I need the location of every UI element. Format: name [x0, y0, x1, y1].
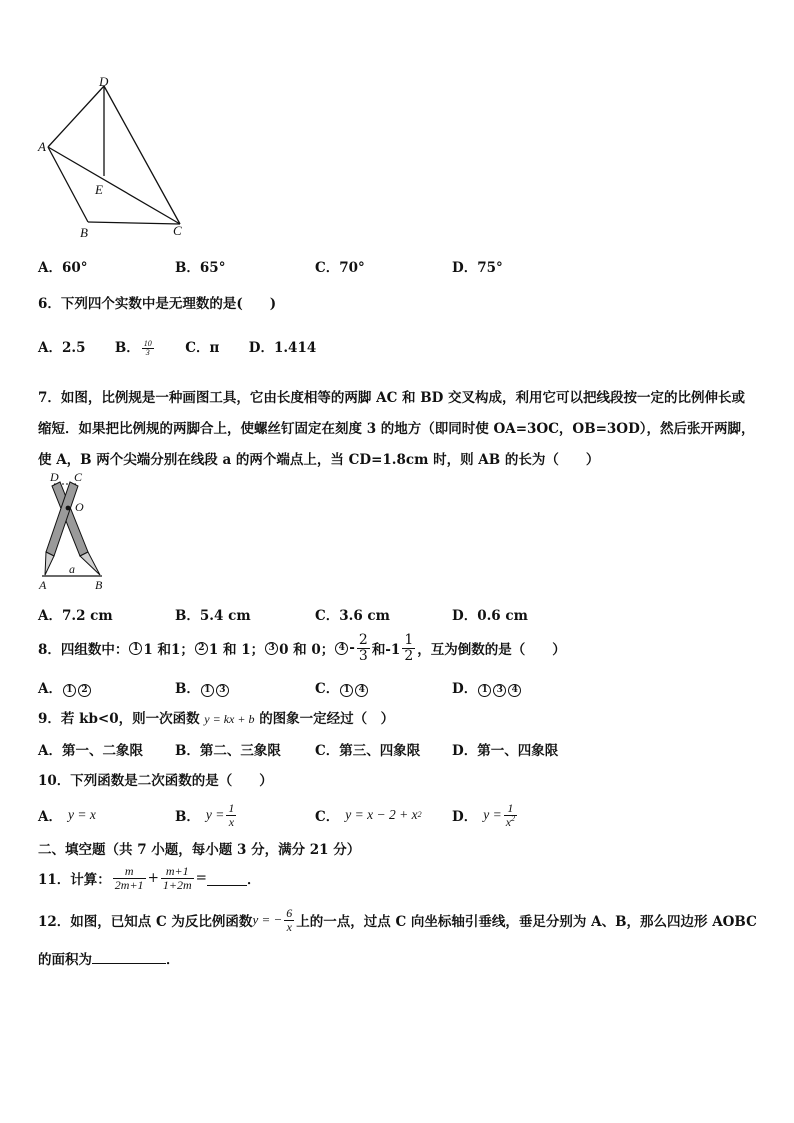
quadrilateral-figure: [30, 72, 200, 247]
q5-option-d[interactable]: D．75°: [452, 260, 503, 276]
q8-option-a[interactable]: A． 1 2: [38, 677, 92, 697]
q6-option-b[interactable]: B．: [114, 340, 140, 356]
compass-label-segment-a: a: [69, 562, 75, 576]
q6-option-d[interactable]: D．1.414: [248, 340, 317, 356]
compass-label-o: O: [75, 500, 84, 514]
q9-option-d[interactable]: D．第一、四象限: [452, 743, 559, 759]
q7-option-b[interactable]: B．5.4 cm: [175, 608, 251, 624]
compass-label-d: D: [50, 470, 59, 484]
q9-option-c[interactable]: C．第三、四象限: [315, 743, 421, 759]
compass-label-c: C: [74, 470, 83, 484]
q10-stem: 10．下列函数是二次函数的是（ ）: [38, 773, 273, 789]
q12-stem-line1: 12．如图，已知点 C 为反比例函数 y = − $\frac{6}{x}$ 上的一点，过点 C 向坐标轴引垂线，垂足分别为 A、B，那么四边形 AOBC: [38, 905, 757, 934]
q9-stem: 9．若 kb<0，则一次函数 y = kx + b 的图象一定经过（ ）: [38, 711, 395, 727]
q6-option-c[interactable]: C．π: [185, 340, 220, 356]
q8-option-c[interactable]: C． 1 4: [315, 677, 369, 697]
q7-stem-line3: 使 A，B 两个尖端分别在线段 a 的两个端点上，当 CD=1.8cm 时，则 AB 的长为（ ）: [38, 452, 600, 468]
q6-options: [38, 336, 316, 357]
q8-option-d[interactable]: D． 1 3 4: [452, 677, 522, 697]
q6-stem: 6．下列四个实数中是无理数的是( ): [38, 296, 277, 312]
q7-option-c[interactable]: C．3.6 cm: [315, 608, 390, 624]
q11-answer-blank[interactable]: [207, 871, 247, 886]
q9-function-expression: y = kx + b: [204, 712, 255, 726]
q10-option-b[interactable]: B． y = $\frac{1}{x}$: [175, 800, 235, 829]
vertex-b-label: B: [80, 225, 88, 240]
section-2-heading: 二、填空题（共 7 小题，每小题 3 分，满分 21 分）: [38, 842, 361, 858]
q9-option-b[interactable]: B．第二、三象限: [175, 743, 281, 759]
q7-option-d[interactable]: D．0.6 cm: [452, 608, 528, 624]
q7-stem-line2: 缩短．如果把比例规的两脚合上，使螺丝钉固定在刻度 3 的地方（即同时使 OA=3OC，OB=3OD），然后张开两脚，: [38, 421, 755, 437]
compass-label-a: A: [39, 578, 47, 592]
q11-stem: 11．计算： $\frac{m}{2m+1}$ + $\frac{m+1}{1+2m}$ = ．: [38, 863, 261, 892]
q8-fraction-one-half: $\frac{1}{2}$: [404, 631, 414, 664]
vertex-d-label: D: [99, 74, 109, 89]
compass-label-b: B: [95, 578, 103, 592]
q5-option-b[interactable]: B．65°: [175, 260, 226, 276]
q6-option-b-fraction: $\frac{10}{3}$: [143, 338, 152, 357]
q8-option-b[interactable]: B． 1 3: [175, 677, 230, 697]
q8-stem: 8．四组数中： 1 1 和1； 2 1 和 1； 3 0 和 0； 4 - $\frac{2}{3}$ 和-1 $\frac{1}{2}$ ，互为倒数的是（ ）: [38, 631, 566, 664]
q7-stem-line1: 7．如图，比例规是一种画图工具，它由长度相等的两脚 AC 和 BD 交叉构成，利用它可以把线段按一定的比例伸长或: [38, 390, 746, 406]
vertex-a-label: A: [38, 139, 46, 154]
q5-option-c[interactable]: C．70°: [315, 260, 365, 276]
vertex-c-label: C: [173, 223, 182, 238]
q5-option-a[interactable]: A．60°: [38, 260, 88, 276]
q12-stem-line2: 的面积为 ．: [38, 948, 180, 968]
q7-option-a[interactable]: A．7.2 cm: [38, 608, 113, 624]
q10-option-d[interactable]: D． y = $\frac{1}{x^2}$: [452, 800, 516, 829]
q8-fraction-two-thirds: $\frac{2}{3}$: [358, 631, 368, 664]
q10-option-c[interactable]: C． y = x − 2 + x 2: [315, 807, 422, 825]
q12-answer-blank[interactable]: [92, 949, 166, 964]
q9-option-a[interactable]: A．第一、二象限: [38, 743, 143, 759]
q6-option-a[interactable]: A．2.5: [38, 340, 86, 356]
point-e-label: E: [95, 182, 103, 197]
q10-option-a[interactable]: A． y = x: [38, 807, 96, 825]
